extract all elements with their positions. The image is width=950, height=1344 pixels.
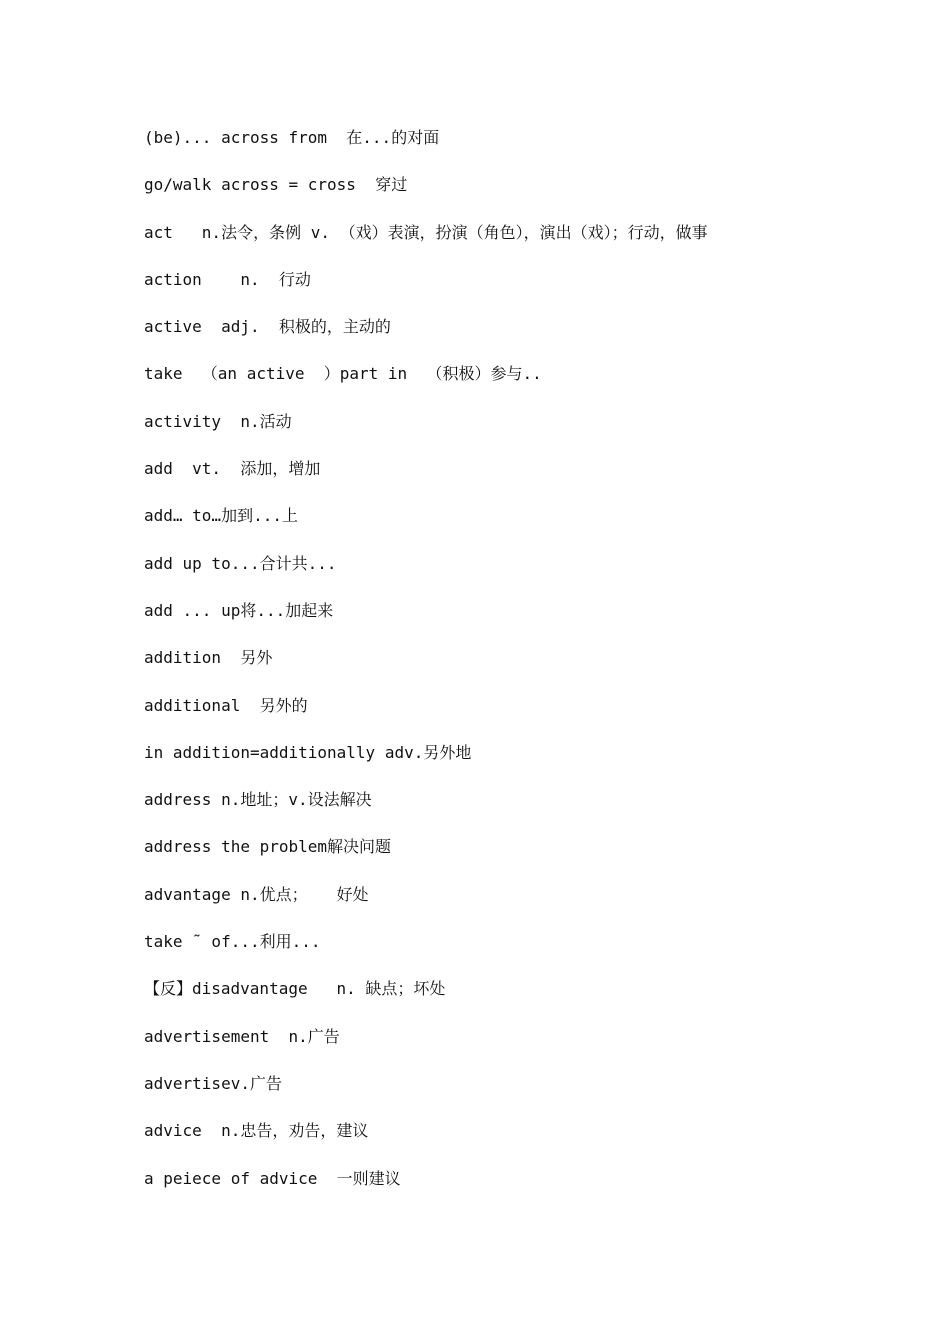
vocab-entry: advertisement n.广告 bbox=[144, 1026, 340, 1046]
vocab-entry: take ˜ of...利用... bbox=[144, 932, 321, 952]
vocab-entry: activity n.活动 bbox=[144, 411, 292, 431]
vocab-entry: additional 另外的 bbox=[144, 695, 308, 715]
vocab-entry: add… to…加到...上 bbox=[144, 506, 298, 526]
vocab-entry: add ... up将...加起来 bbox=[144, 600, 334, 620]
vocab-entry: advantage n.优点； 好处 bbox=[144, 884, 369, 904]
vocab-entry: act n.法令，条例 v. （戏）表演，扮演（角色），演出（戏）；行动，做事 bbox=[144, 222, 708, 242]
vocab-entry: add vt. 添加，增加 bbox=[144, 459, 321, 479]
vocab-entry: active adj. 积极的，主动的 bbox=[144, 317, 391, 337]
vocab-entry: (be)... across from 在...的对面 bbox=[144, 128, 440, 147]
vocab-entry: a peiece of advice 一则建议 bbox=[144, 1168, 401, 1188]
vocab-entry: take （an active ）part in （积极）参与.. bbox=[144, 364, 542, 384]
vocab-entry: address n.地址；v.设法解决 bbox=[144, 790, 372, 810]
vocab-entry: add up to...合计共... bbox=[144, 553, 337, 573]
vocab-entry: advertisev.广告 bbox=[144, 1073, 282, 1093]
vocab-entry: action n. 行动 bbox=[144, 269, 311, 289]
vocab-entry: go/walk across = cross 穿过 bbox=[144, 175, 408, 195]
vocab-entry: 【反】disadvantage n. 缺点；坏处 bbox=[144, 979, 446, 999]
vocab-entry: addition 另外 bbox=[144, 648, 273, 668]
vocab-entry: in addition=additionally adv.另外地 bbox=[144, 742, 472, 762]
vocab-entry: advice n.忠告，劝告，建议 bbox=[144, 1121, 369, 1141]
vocab-entry: address the problem解决问题 bbox=[144, 837, 392, 857]
vocabulary-list bbox=[144, 126, 804, 1214]
